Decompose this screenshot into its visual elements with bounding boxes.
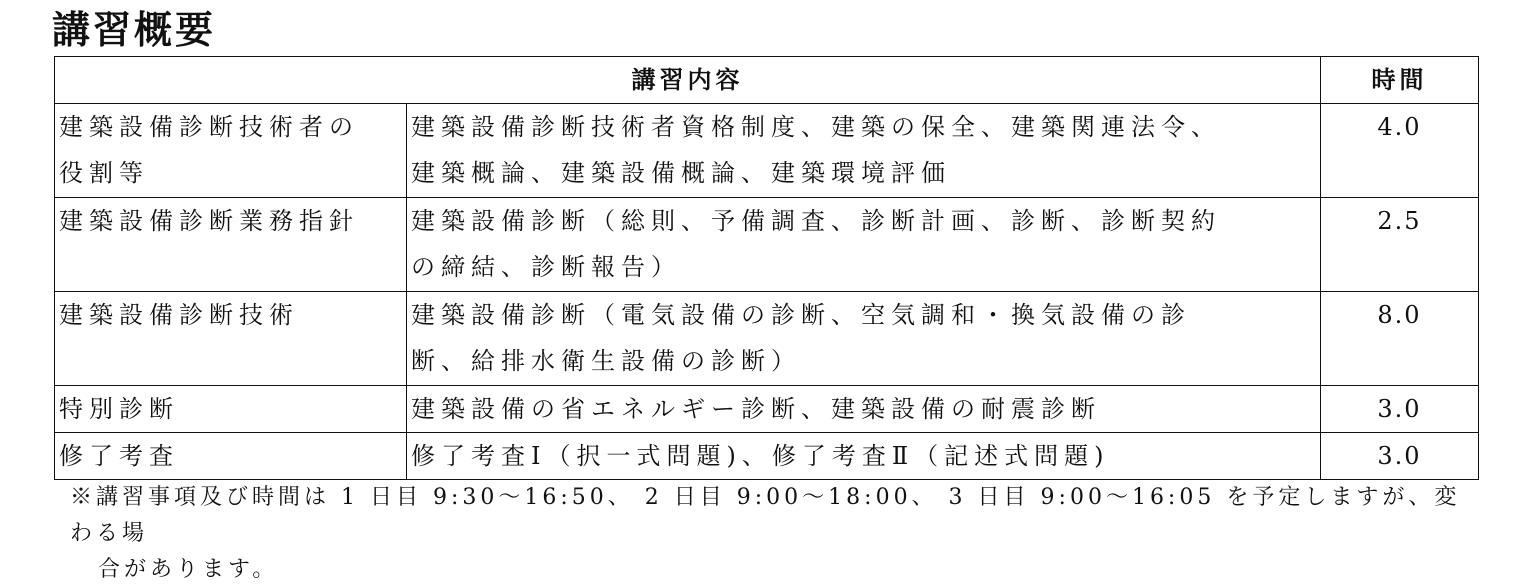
table-row — [55, 104, 1479, 198]
content-cell — [407, 104, 1321, 198]
time-cell: 3.0 — [1321, 433, 1479, 480]
time-cell: 8.0 — [1321, 292, 1479, 386]
subject-cell: 修了考査 — [55, 433, 407, 480]
content-line: 建築設備診断技術者資格制度、建築の保全、建築関連法令、 — [411, 113, 1221, 141]
header-content: 講習内容 — [55, 57, 1321, 104]
time-cell: 2.5 — [1321, 198, 1479, 292]
content-line: 建築設備診断（電気設備の診断、空気調和・換気設備の診 — [411, 301, 1191, 329]
course-outline-table — [54, 56, 1479, 480]
note-line: ※講習事項及び時間は 1 日目 9:30～16:50、 2 日目 9:00～18:00、 3 日目 9:00～16:05 を予定しますが、変わる場 — [70, 485, 1461, 546]
content-line: 断、給排水衛生設備の診断） — [411, 347, 801, 375]
subject-line: 建築設備診断業務指針 — [59, 207, 359, 235]
subject-cell — [55, 292, 407, 386]
subject-cell — [55, 198, 407, 292]
table-row — [55, 433, 1479, 480]
content-cell: 修了考査Ⅰ（択一式問題)、修了考査Ⅱ（記述式問題) — [407, 433, 1321, 480]
table-row — [55, 386, 1479, 433]
table-row — [55, 198, 1479, 292]
content-line: 建築概論、建築設備概論、建築環境評価 — [411, 159, 951, 187]
content-line: の締結、診断報告） — [411, 253, 681, 281]
subject-line: 建築設備診断技術 — [59, 301, 299, 329]
time-cell: 4.0 — [1321, 104, 1479, 198]
header-time: 時間 — [1321, 57, 1479, 104]
subject-cell — [55, 104, 407, 198]
table-row — [55, 292, 1479, 386]
subject-line: 建築設備診断技術者の — [59, 113, 359, 141]
subject-cell: 特別診断 — [55, 386, 407, 433]
content-line: 建築設備診断（総則、予備調査、診断計画、診断、診断契約 — [411, 207, 1221, 235]
schedule-note — [70, 480, 1470, 588]
page-title: 講習概要 — [52, 8, 217, 52]
content-cell: 建築設備の省エネルギー診断、建築設備の耐震診断 — [407, 386, 1321, 433]
note-line: 合があります。 — [98, 557, 279, 582]
content-cell — [407, 292, 1321, 386]
table-header-row — [55, 57, 1479, 104]
time-cell: 3.0 — [1321, 386, 1479, 433]
subject-line: 役割等 — [59, 159, 149, 187]
content-cell — [407, 198, 1321, 292]
